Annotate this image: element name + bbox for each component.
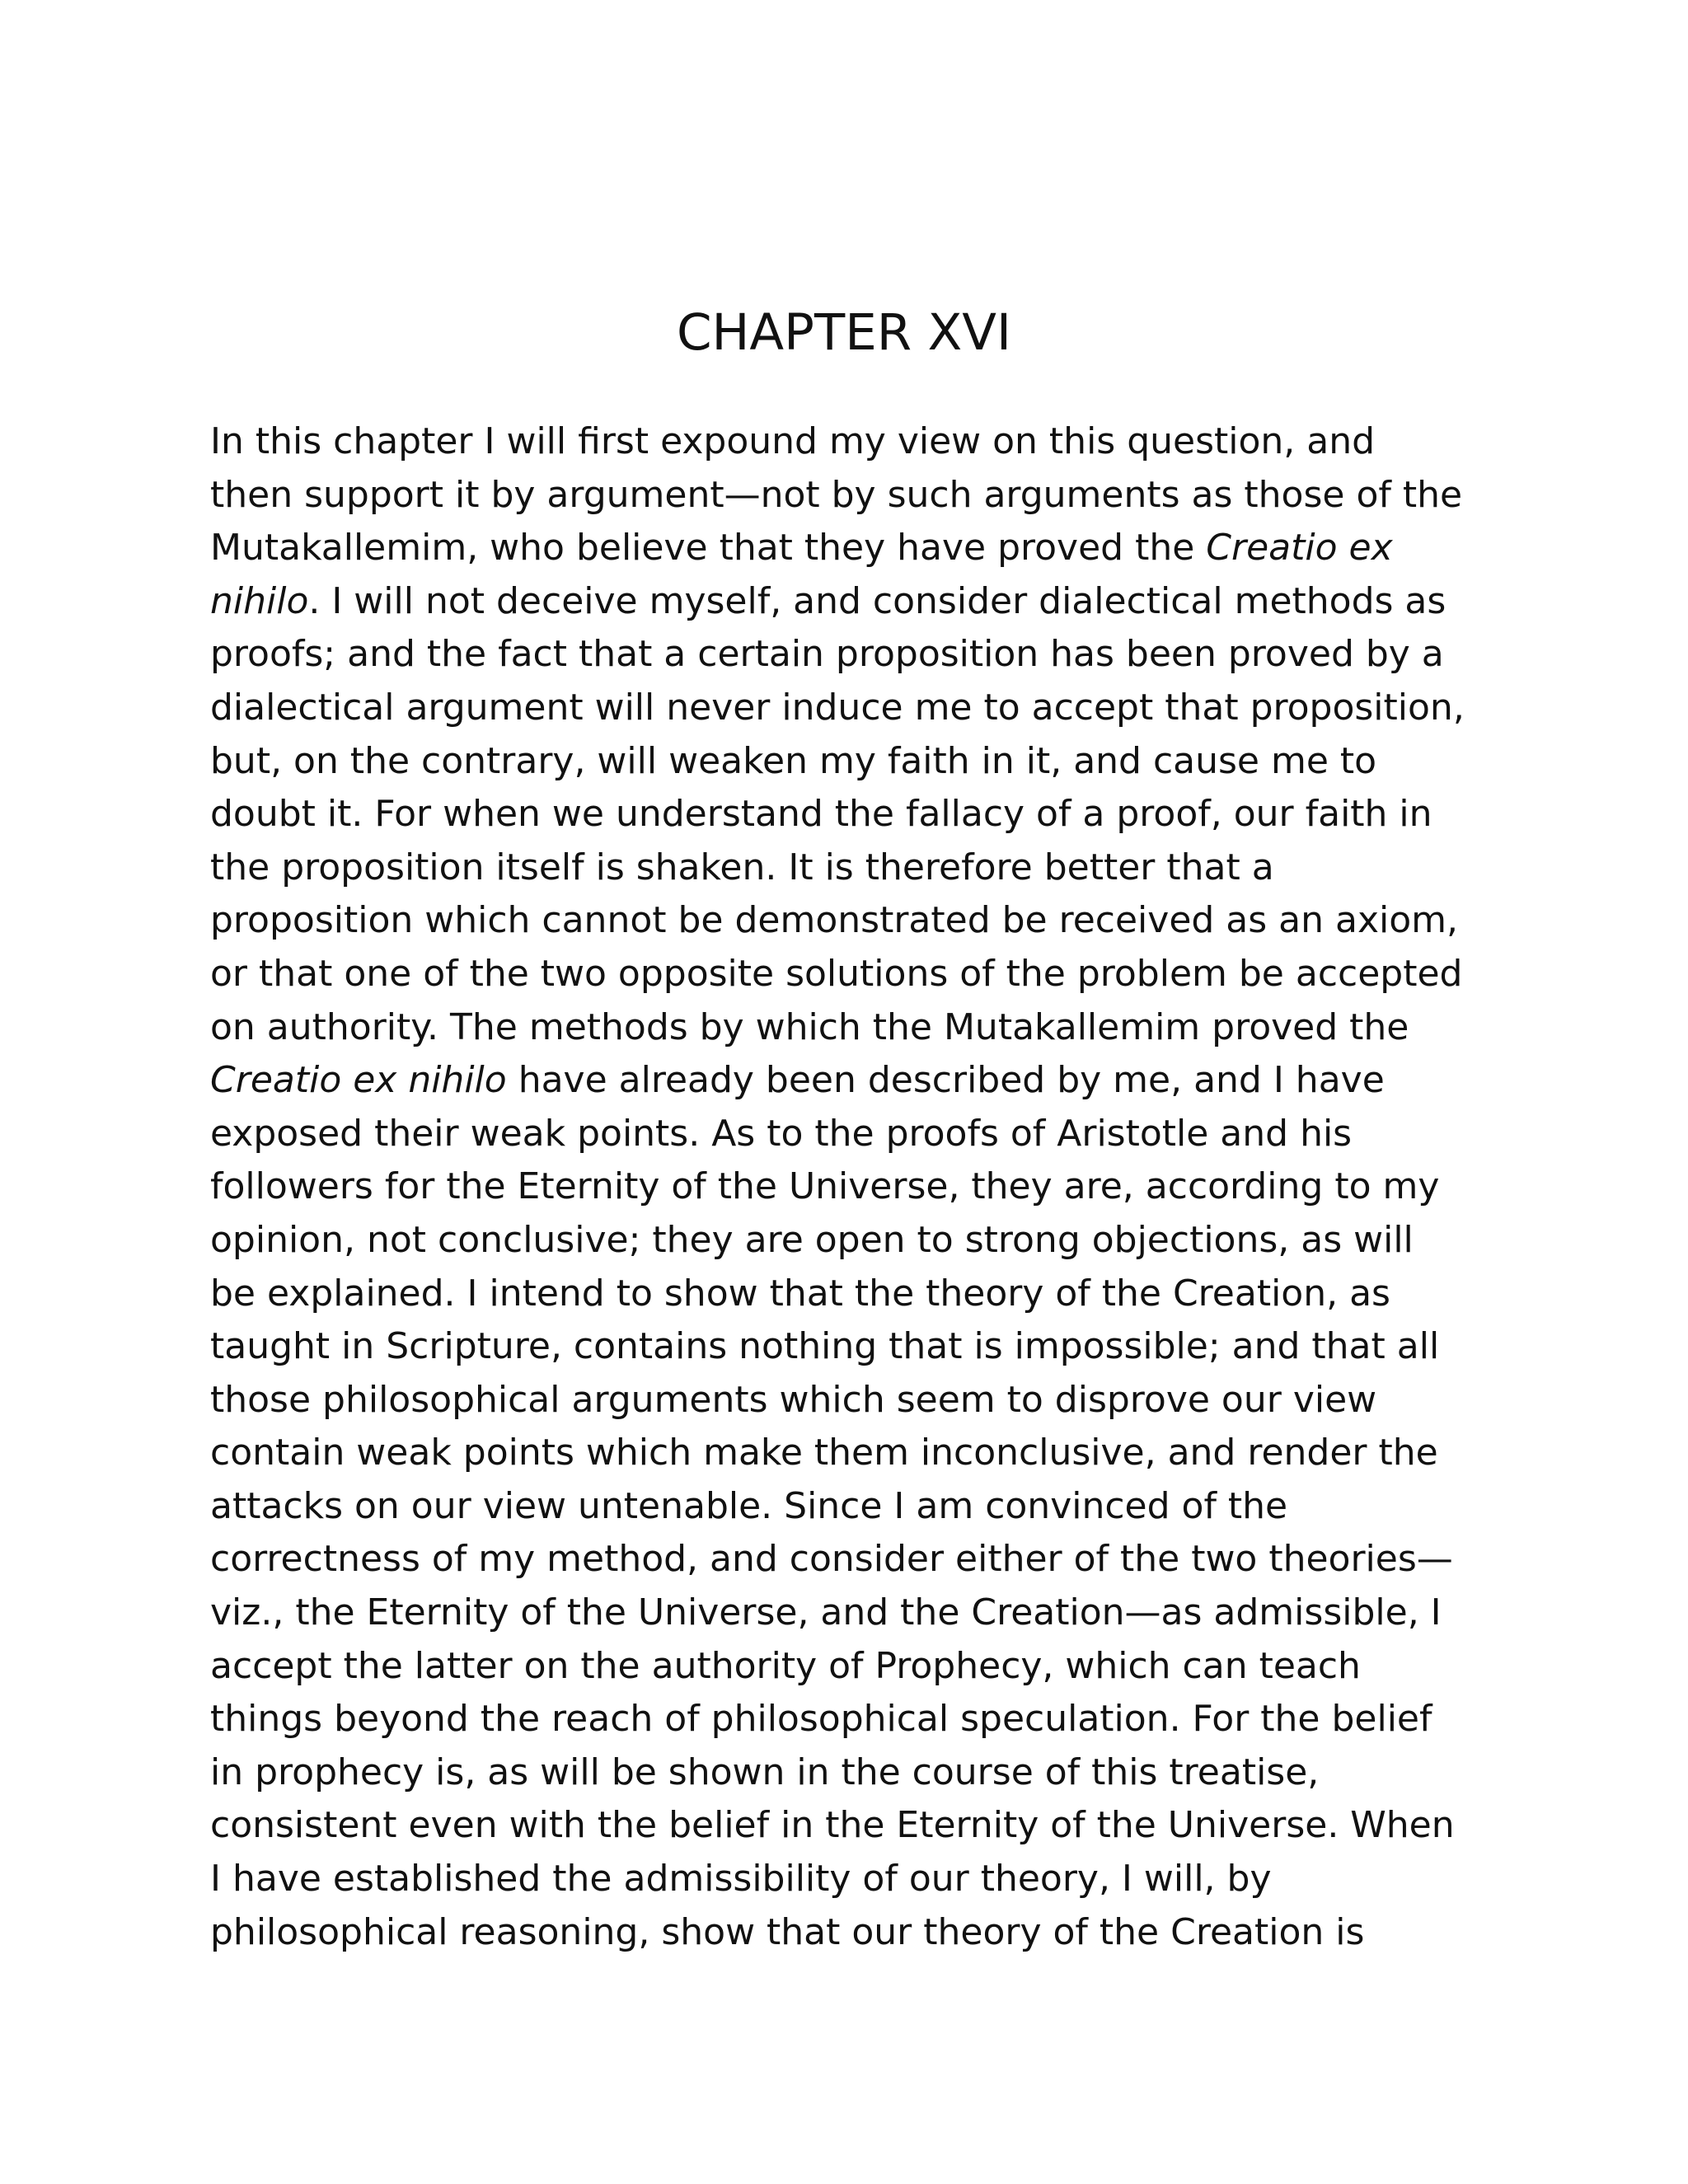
text-line (210, 415, 1496, 469)
text-line (210, 1427, 1496, 1480)
text-segment: things beyond the reach of philosophical speculation. For the belief (210, 1698, 1432, 1741)
text-segment: correctness of my method, and consider either of the two theories— (210, 1538, 1453, 1581)
text-line (210, 1054, 1496, 1108)
text-line (210, 948, 1496, 1001)
text-segment: viz., the Eternity of the Universe, and the Creation—as admissible, I (210, 1591, 1442, 1634)
text-segment: have already been described by me, and I have (506, 1059, 1385, 1102)
text-segment: In this chapter I will first expound my view on this question, and (210, 420, 1376, 462)
text-segment: doubt it. For when we understand the fallacy of a proof, our faith in (210, 793, 1432, 836)
text-segment: the proposition itself is shaken. It is therefore better that a (210, 846, 1274, 888)
text-line (210, 1853, 1496, 1906)
text-segment: exposed their weak points. As to the proofs of Aristotle and his (210, 1112, 1353, 1155)
text-segment: on authority. The methods by which the Mutakallemim proved the (210, 1005, 1409, 1048)
italic-text-segment: nihilo (210, 579, 309, 622)
text-line (210, 682, 1496, 735)
text-segment: be explained. I intend to show that the theory of the Creation, as (210, 1272, 1390, 1315)
text-line (210, 1108, 1496, 1161)
text-segment: proposition which cannot be demonstrated be received as an axiom, (210, 899, 1459, 942)
text-segment: then support it by argument—not by such arguments as those of the (210, 473, 1463, 516)
text-line (210, 735, 1496, 789)
chapter-body-paragraph (210, 415, 1496, 1959)
text-segment: in prophecy is, as will be shown in the course of this treatise, (210, 1750, 1320, 1793)
text-line (210, 575, 1496, 629)
text-line (210, 1001, 1496, 1055)
text-segment: . I will not deceive myself, and consider dialectical methods as (308, 579, 1447, 622)
text-segment: philosophical reasoning, show that our theory of the Creation is (210, 1910, 1365, 1953)
text-segment: dialectical argument will never induce me to accept that proposition, (210, 686, 1465, 729)
text-line (210, 788, 1496, 841)
text-line (210, 1160, 1496, 1214)
text-line (210, 469, 1496, 523)
text-line (210, 1586, 1496, 1640)
text-line (210, 841, 1496, 895)
italic-text-segment: Creatio ex (1206, 527, 1393, 569)
text-line (210, 1693, 1496, 1746)
text-line (210, 1214, 1496, 1268)
text-line (210, 522, 1496, 575)
text-segment: consistent even with the belief in the Eternity of the Universe. When (210, 1804, 1455, 1847)
text-line (210, 1480, 1496, 1534)
text-line (210, 1533, 1496, 1586)
italic-text-segment: Creatio ex nihilo (210, 1059, 507, 1102)
text-line (210, 628, 1496, 682)
text-line (210, 1374, 1496, 1427)
text-segment: I have established the admissibility of our theory, I will, by (210, 1858, 1272, 1900)
text-segment: but, on the contrary, will weaken my faith in it, and cause me to (210, 739, 1377, 782)
text-line (210, 1906, 1496, 1960)
text-segment: or that one of the two opposite solutions of the problem be accepted (210, 952, 1463, 995)
text-segment: accept the latter on the authority of Prophecy, which can teach (210, 1644, 1361, 1687)
text-line (210, 1746, 1496, 1800)
text-segment: followers for the Eternity of the Universe, they are, according to my (210, 1165, 1440, 1208)
text-line (210, 1320, 1496, 1374)
text-line (210, 1640, 1496, 1694)
text-segment: opinion, not conclusive; they are open to strong objections, as will (210, 1218, 1414, 1261)
text-segment: taught in Scripture, contains nothing that is impossible; and that all (210, 1325, 1440, 1368)
text-segment: Mutakallemim, who believe that they have proved the (210, 527, 1207, 569)
text-segment: attacks on our view untenable. Since I am convinced of the (210, 1484, 1288, 1527)
text-segment: proofs; and the fact that a certain proposition has been proved by a (210, 633, 1444, 676)
text-segment: contain weak points which make them inconclusive, and render the (210, 1432, 1438, 1474)
text-line (210, 1268, 1496, 1321)
text-segment: those philosophical arguments which seem to disprove our view (210, 1378, 1377, 1421)
text-line (210, 894, 1496, 948)
text-line (210, 1799, 1496, 1853)
chapter-title: CHAPTER XVI (676, 303, 1012, 362)
